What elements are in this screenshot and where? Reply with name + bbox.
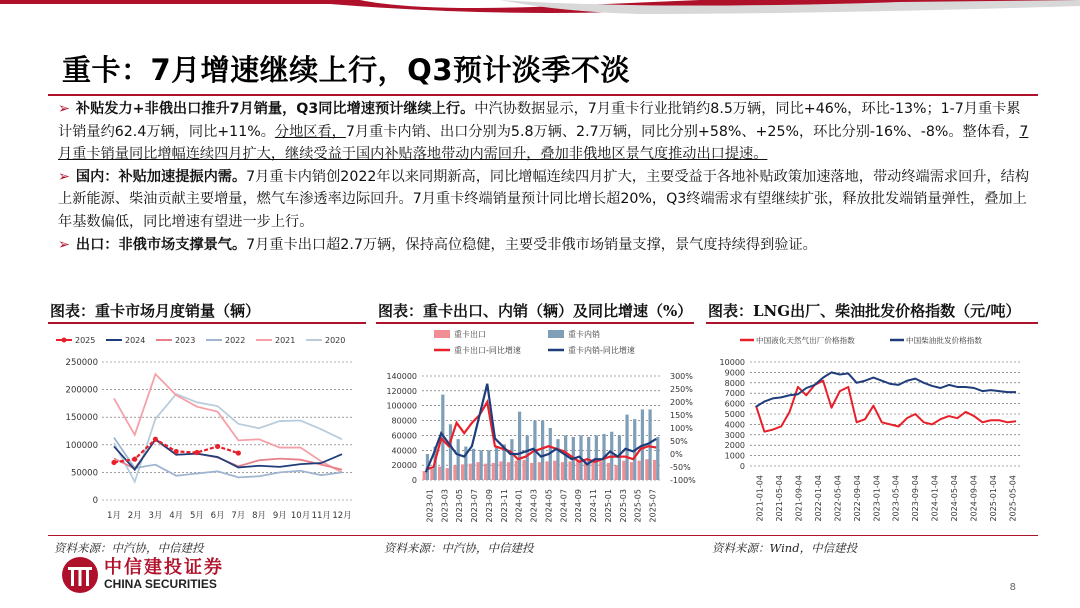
- y-tick-8000: 8000: [724, 378, 745, 388]
- x-tick-11月: 11月: [311, 511, 331, 521]
- bar-domestic-13: [526, 435, 529, 480]
- y-tick-left-40000: 40000: [391, 446, 417, 456]
- x-tick-2024-05-04: 2024-05-04: [950, 475, 959, 522]
- point-2025-1: [132, 457, 137, 462]
- y-tick-6000: 6000: [724, 399, 745, 409]
- bar-export-24: [607, 463, 610, 480]
- x-tick-2023-03: 2023-03: [440, 489, 450, 523]
- bar-domestic-12: [518, 412, 521, 480]
- y-tick-right-200%: 200%: [670, 398, 693, 407]
- x-tick-2024-09-04: 2024-09-04: [969, 475, 979, 522]
- legend-label-2024: 2024: [125, 336, 146, 345]
- x-tick-2023-11: 2023-11: [499, 489, 509, 523]
- x-tick-2023-01: 2023-01: [425, 489, 435, 523]
- x-tick-12月: 12月: [332, 511, 352, 521]
- y-tick-right-0%: 0%: [670, 450, 683, 459]
- legend-label-2020: 2020: [325, 336, 346, 345]
- y-tick-50000: 50000: [70, 468, 98, 479]
- y-tick-7000: 7000: [724, 389, 745, 399]
- bar-export-9: [492, 463, 495, 480]
- legend-label-重卡出口-同比增速: 重卡出口-同比增速: [454, 346, 521, 355]
- bar-export-1: [430, 469, 433, 480]
- paragraph-2: [58, 166, 1030, 234]
- bar-export-5: [461, 464, 464, 480]
- paragraph-1-text: 中汽协数据显示，7月重卡行业批销约8.5万辆，同比+46%，环比-13%；1-7月重卡累计销量约62.4万辆，同比+11%。: [58, 101, 1021, 140]
- x-tick-2023-05-04: 2023-05-04: [891, 475, 901, 522]
- paragraph-3-head: 出口：非俄市场支撑景气。: [75, 236, 247, 253]
- company-logo: [60, 553, 275, 598]
- chart-1-title-rule: [48, 322, 366, 324]
- y-tick-right--100%: -100%: [670, 476, 696, 485]
- bar-export-11: [507, 462, 510, 480]
- legend-label-2023: 2023: [175, 336, 196, 345]
- y-tick-right-50%: 50%: [670, 437, 688, 446]
- x-tick-4月: 4月: [169, 511, 184, 521]
- y-tick-left-60000: 60000: [391, 431, 417, 441]
- bar-export-18: [561, 462, 564, 480]
- source-3: 资料来源：Wind，中信建投: [712, 541, 858, 555]
- x-tick-2月: 2月: [127, 511, 142, 521]
- bar-export-14: [530, 463, 533, 480]
- y-tick-4000: 4000: [724, 420, 745, 430]
- bar-export-15: [538, 462, 541, 480]
- x-tick-1月: 1月: [107, 511, 121, 521]
- summary-text: [58, 98, 1030, 256]
- logo-cn-text: 中信建投证券: [104, 557, 224, 578]
- bar-domestic-3: [449, 424, 452, 480]
- series-line-1: [756, 372, 1016, 406]
- x-tick-2023-07: 2023-07: [470, 489, 480, 523]
- x-tick-6月: 6月: [210, 511, 225, 521]
- y-tick-0: 0: [739, 462, 745, 471]
- title-rule: [48, 94, 1038, 96]
- bar-export-20: [576, 461, 579, 480]
- arrow-bullet-icon: ➢: [58, 101, 70, 117]
- bar-export-25: [615, 465, 618, 480]
- point-2025-5: [215, 444, 220, 449]
- bar-domestic-15: [541, 421, 544, 480]
- x-tick-2025-05: 2025-05: [633, 489, 643, 523]
- legend-marker-2025: [62, 338, 67, 343]
- point-2025-3: [174, 449, 179, 454]
- x-tick-2025-05-04: 2025-05-04: [1008, 475, 1018, 522]
- top-decorative-stripe: [0, 0, 1080, 14]
- bar-export-28: [638, 461, 641, 480]
- bar-export-10: [499, 461, 502, 480]
- arrow-bullet-icon: ➢: [58, 236, 70, 253]
- logo-emblem-icon: [60, 555, 100, 595]
- x-tick-2024-03: 2024-03: [529, 489, 539, 523]
- y-tick-right--50%: -50%: [670, 463, 691, 472]
- point-2025-6: [236, 450, 241, 455]
- bar-domestic-30: [656, 437, 659, 480]
- bar-export-4: [453, 465, 456, 480]
- bar-export-27: [630, 462, 633, 480]
- series-line-2020: [114, 394, 342, 482]
- paragraph-1-head: 补贴发力+非俄出口推升7月销量，Q3同比增速预计继续上行。: [75, 101, 475, 117]
- x-tick-2024-01-04: 2024-01-04: [930, 475, 940, 522]
- y-tick-150000: 150000: [65, 413, 98, 424]
- chart-2-title-rule: [376, 322, 694, 324]
- chart-1-title: 图表：重卡市场月度销量（辆）: [50, 302, 261, 320]
- x-tick-2022-09-04: 2022-09-04: [852, 475, 862, 522]
- x-tick-2023-01-04: 2023-01-04: [872, 475, 882, 522]
- bar-export-0: [423, 471, 426, 480]
- bar-export-12: [515, 461, 518, 480]
- legend-label-重卡内销-同比增速: 重卡内销-同比增速: [568, 346, 635, 355]
- legend-label-1: 中国柴油批发价格指数: [906, 336, 982, 345]
- x-tick-2025-01: 2025-01: [603, 489, 613, 523]
- page-number: 8: [1009, 582, 1016, 593]
- source-1: 资料来源：中汽协，中信建投: [54, 541, 204, 555]
- x-tick-2024-05: 2024-05: [544, 489, 554, 523]
- bar-export-7: [476, 462, 479, 480]
- bar-export-6: [469, 464, 472, 480]
- y-tick-0: 0: [92, 496, 98, 506]
- legend-swatch-重卡出口: [434, 330, 450, 338]
- x-tick-9月: 9月: [272, 511, 287, 521]
- y-tick-left-20000: 20000: [391, 461, 417, 471]
- bar-export-17: [553, 461, 556, 480]
- y-tick-right-250%: 250%: [670, 385, 693, 394]
- paragraph-1: [58, 98, 1030, 166]
- bar-export-23: [599, 461, 602, 480]
- x-tick-2025-01-04: 2025-01-04: [988, 475, 998, 522]
- arrow-bullet-icon: ➢: [58, 168, 70, 185]
- x-tick-10月: 10月: [290, 511, 311, 521]
- chart-export-domestic: [376, 326, 696, 534]
- bar-export-2: [438, 467, 441, 480]
- bar-export-3: [446, 468, 449, 480]
- x-tick-2025-03: 2025-03: [618, 489, 628, 523]
- chart-price-index: [706, 326, 1038, 534]
- bottom-rule: [48, 535, 1038, 536]
- y-tick-5000: 5000: [724, 410, 745, 419]
- bar-domestic-22: [595, 435, 598, 480]
- y-tick-3000: 3000: [724, 430, 745, 440]
- point-2025-0: [111, 460, 116, 465]
- point-2025-4: [194, 450, 199, 455]
- x-tick-3月: 3月: [148, 511, 163, 521]
- bar-export-26: [622, 461, 625, 480]
- x-tick-2024-09: 2024-09: [574, 489, 584, 523]
- bar-domestic-29: [648, 409, 651, 480]
- y-tick-1000: 1000: [724, 451, 745, 461]
- chart-2-title: 图表：重卡出口、内销（辆）及同比增速（%）: [378, 302, 693, 320]
- bar-domestic-17: [556, 439, 559, 480]
- logo-en-text: CHINA SECURITIES: [104, 577, 217, 591]
- bar-export-8: [484, 464, 487, 480]
- x-tick-2024-11: 2024-11: [589, 489, 599, 523]
- y-tick-9000: 9000: [724, 368, 745, 378]
- x-tick-2022-05-04: 2022-05-04: [833, 475, 843, 522]
- y-tick-left-120000: 120000: [386, 386, 417, 396]
- bar-domestic-26: [625, 415, 628, 480]
- bar-domestic-4: [457, 439, 460, 480]
- y-tick-200000: 200000: [65, 385, 98, 396]
- point-2025-2: [153, 437, 158, 442]
- bar-export-22: [592, 462, 595, 480]
- y-tick-left-80000: 80000: [391, 416, 417, 426]
- legend-label-重卡出口: 重卡出口: [454, 330, 486, 339]
- paragraph-1-underline-2: 7月重卡销量同比增幅连续四月扩大，继续受益于国内补贴落地带动内需回升，叠加非俄地区景气度推动出口提速。: [58, 123, 1029, 163]
- legend-swatch-重卡内销: [548, 330, 564, 338]
- y-tick-left-100000: 100000: [386, 401, 417, 411]
- paragraph-2-head: 国内：补贴加速提振内需。: [75, 168, 247, 185]
- page-title: 重卡：7月增速继续上行，Q3预计淡季不淡: [62, 53, 631, 87]
- bar-export-16: [545, 461, 548, 480]
- bar-export-30: [653, 460, 656, 480]
- bar-export-13: [522, 460, 525, 480]
- x-tick-2021-01-04: 2021-01-04: [755, 475, 765, 522]
- source-2: 资料来源：中汽协，中信建投: [384, 541, 534, 555]
- x-tick-5月: 5月: [189, 511, 204, 521]
- paragraph-3: [58, 234, 1030, 257]
- legend-label-2025: 2025: [75, 336, 96, 345]
- y-tick-right-100%: 100%: [670, 424, 693, 433]
- legend-label-2022: 2022: [225, 336, 246, 345]
- bar-domestic-25: [618, 435, 621, 480]
- y-tick-250000: 250000: [65, 358, 98, 368]
- x-tick-2023-05: 2023-05: [455, 489, 465, 523]
- chart-3-title: 图表：LNG出厂、柴油批发价格指数（元/吨）: [708, 302, 1021, 320]
- y-tick-100000: 100000: [65, 440, 98, 451]
- bar-domestic-8: [487, 450, 490, 480]
- x-tick-2025-07: 2025-07: [648, 489, 658, 523]
- chart-3-title-rule: [706, 322, 1038, 324]
- x-tick-2021-05-04: 2021-05-04: [775, 475, 785, 522]
- paragraph-1-text-2: 7月重卡内销、出口分别为5.8万辆、2.7万辆，同比分别+58%、+25%，环比分别-16%、-8%。整体看，: [345, 123, 1020, 140]
- bar-domestic-18: [564, 435, 567, 480]
- paragraph-1-underline-1: 分地区看，: [274, 123, 346, 140]
- x-tick-2021-09-04: 2021-09-04: [794, 475, 804, 522]
- x-tick-2024-01: 2024-01: [514, 489, 524, 523]
- y-tick-right-300%: 300%: [670, 372, 693, 381]
- bar-domestic-7: [480, 450, 483, 480]
- x-tick-2023-09: 2023-09: [484, 489, 494, 523]
- legend-label-重卡内销: 重卡内销: [568, 330, 600, 339]
- bar-export-19: [568, 461, 571, 480]
- x-tick-2024-07: 2024-07: [559, 489, 569, 523]
- paragraph-3-text: 7月重卡出口超2.7万辆，保持高位稳健，主要受非俄市场销量支撑，景气度持续得到验证。: [246, 236, 817, 253]
- bar-domestic-6: [472, 449, 475, 480]
- chart-monthly-sales: [48, 326, 366, 532]
- paragraph-2-text: 7月重卡内销创2022年以来同期新高，同比增幅连续四月扩大，主要受益于各地补贴政策加速落地，带动终端需求回升，结构上新能源、柴油贡献主要增量，燃气车渗透率边际回升。7月重卡终端销量预计同比增长超20%，Q3终端需求有望继续扩张，释放批发端销量弹性，叠加上年基数偏低，同比增速有望进一步上行。: [58, 168, 1030, 230]
- x-tick-2022-01-04: 2022-01-04: [814, 475, 823, 522]
- y-tick-2000: 2000: [724, 441, 745, 451]
- bar-domestic-11: [510, 439, 513, 480]
- x-tick-7月: 7月: [231, 511, 246, 521]
- y-tick-left-140000: 140000: [386, 372, 417, 381]
- x-tick-8月: 8月: [252, 511, 267, 521]
- bar-export-29: [645, 459, 648, 480]
- bar-domestic-9: [495, 447, 498, 480]
- legend-label-0: 中国液化天然气出厂价格指数: [756, 336, 855, 345]
- y-tick-10000: 10000: [719, 358, 745, 367]
- x-tick-2023-09-04: 2023-09-04: [911, 475, 921, 522]
- y-tick-left-0: 0: [411, 476, 417, 485]
- legend-label-2021: 2021: [275, 336, 296, 345]
- y-tick-right-150%: 150%: [670, 411, 693, 420]
